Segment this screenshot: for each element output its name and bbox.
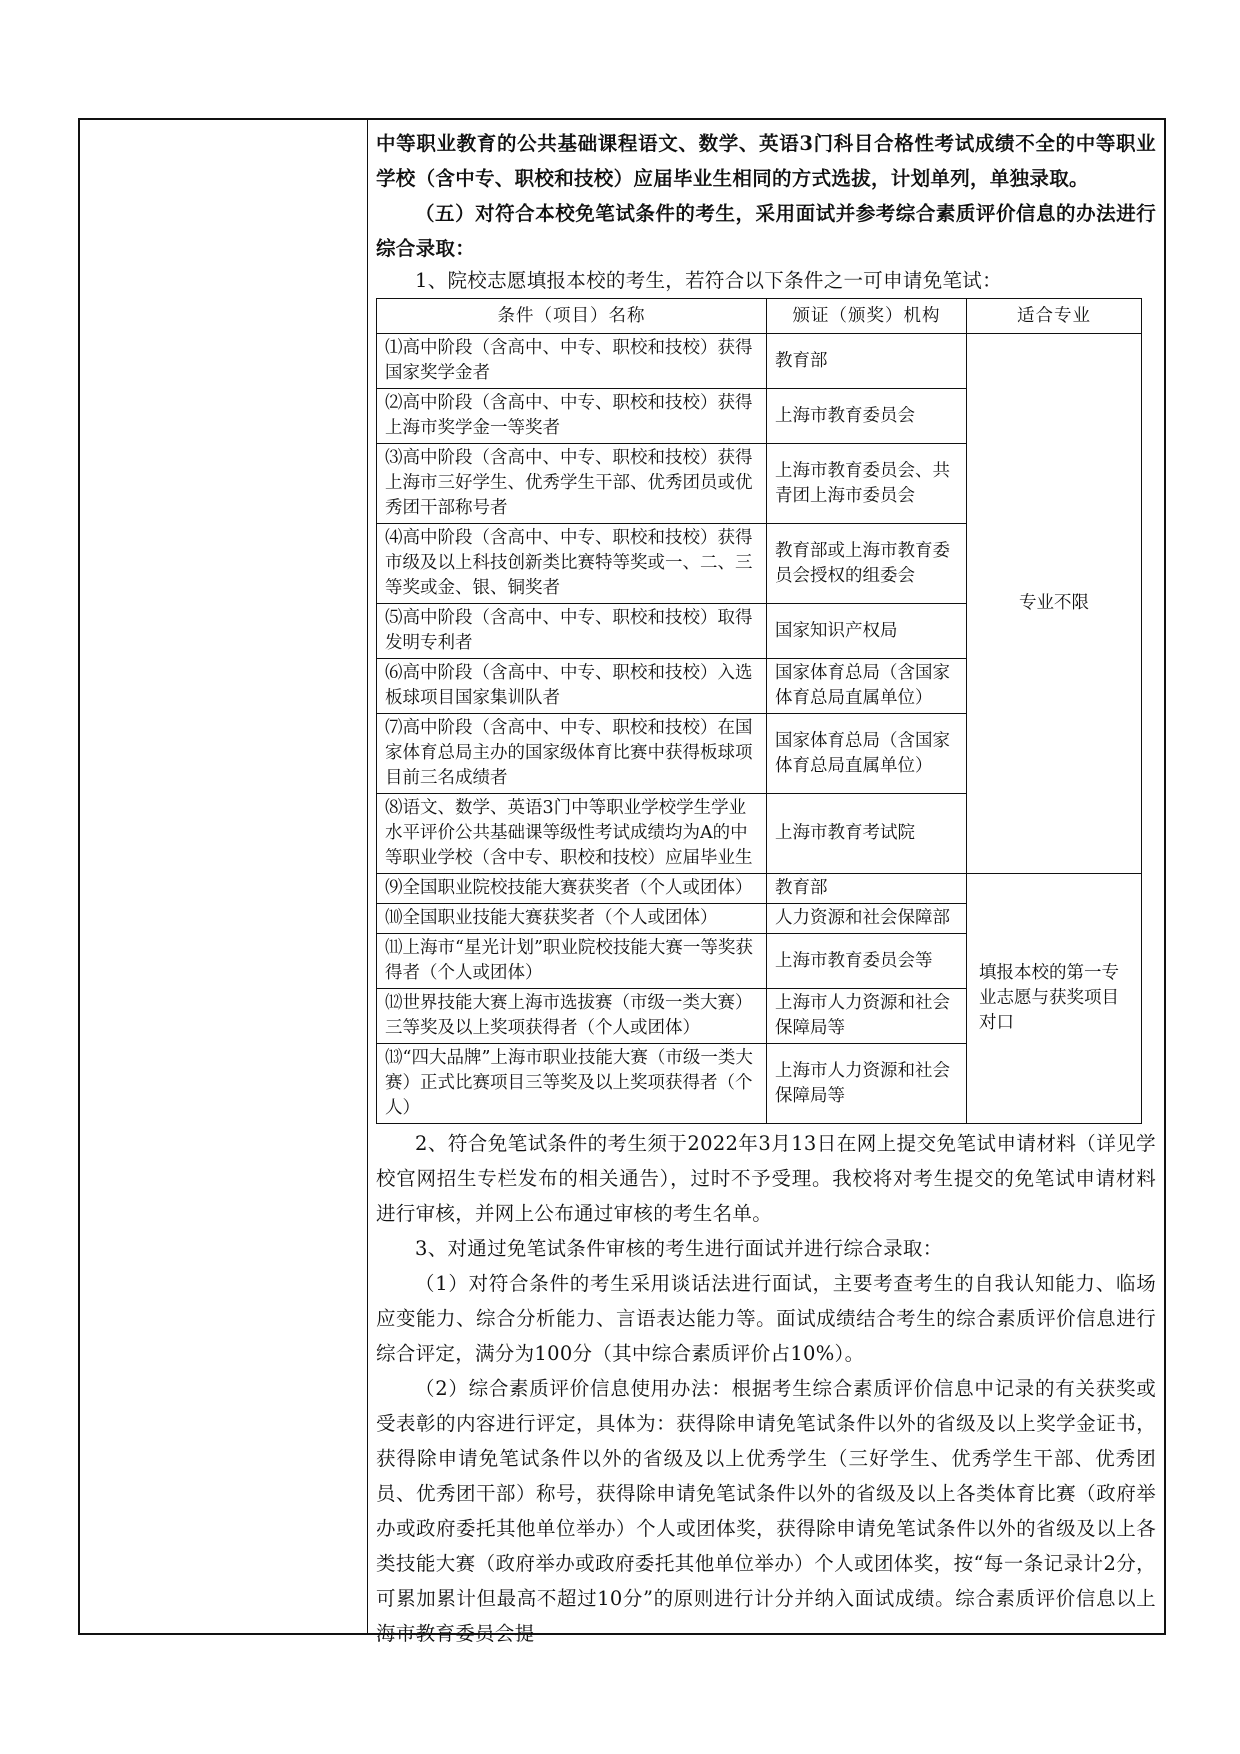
item2-paragraph: 2、符合免笔试条件的考生须于2022年3月13日在网上提交免笔试申请材料（详见学校官网招生专栏发布的相关通告），过时不予受理。我校将对考生提交的免笔试申请材料进行审核，并网上公布通过审核的考生名单。 bbox=[376, 1132, 1156, 1225]
header-condition: 条件（项目）名称 bbox=[377, 299, 767, 334]
condition-cell: ⑼全国职业院校技能大赛获奖者（个人或团体） bbox=[377, 874, 767, 904]
condition-cell: ⑴高中阶段（含高中、中专、职校和技校）获得国家奖学金者 bbox=[377, 334, 767, 389]
issuer-cell: 国家知识产权局 bbox=[767, 604, 967, 659]
issuer-cell: 国家体育总局（含国家体育总局直属单位） bbox=[767, 714, 967, 794]
intro-paragraph: 中等职业教育的公共基础课程语文、数学、英语3门科目合格性考试成绩不全的中等职业学校（含中专、职校和技校）应届毕业生相同的方式选拔，计划单列，单独录取。 bbox=[376, 132, 1156, 190]
section5-heading: （五）对符合本校免笔试条件的考生，采用面试并参考综合素质评价信息的办法进行综合录取： bbox=[376, 202, 1156, 260]
item1-intro: 1、院校志愿填报本校的考生，若符合以下条件之一可申请免笔试： bbox=[415, 269, 1002, 292]
condition-cell: ⑻语文、数学、英语3门中等职业学校学生学业水平评价公共基础课等级性考试成绩均为A的中等职业学校（含中专、职校和技校）应届毕业生 bbox=[377, 794, 767, 874]
condition-cell: ⑸高中阶段（含高中、中专、职校和技校）取得发明专利者 bbox=[377, 604, 767, 659]
condition-cell: ⑺高中阶段（含高中、中专、职校和技校）在国家体育总局主办的国家级体育比赛中获得板球项目前三名成绩者 bbox=[377, 714, 767, 794]
content-cell bbox=[376, 126, 1156, 1651]
table-row bbox=[377, 874, 1142, 904]
item3-paragraph: 3、对通过免笔试条件审核的考生进行面试并进行综合录取： bbox=[415, 1237, 943, 1260]
issuer-cell: 教育部 bbox=[767, 874, 967, 904]
condition-cell: ⑾上海市“星光计划”职业院校技能大赛一等奖获得者（个人或团体） bbox=[377, 934, 767, 989]
issuer-cell: 上海市教育委员会、共青团上海市委员会 bbox=[767, 444, 967, 524]
left-label-column bbox=[80, 120, 368, 1633]
issuer-cell: 上海市教育委员会 bbox=[767, 389, 967, 444]
condition-cell: ⑷高中阶段（含高中、中专、职校和技校）获得市级及以上科技创新类比赛特等奖或一、二、三等奖或金、银、铜奖者 bbox=[377, 524, 767, 604]
issuer-cell: 教育部或上海市教育委员会授权的组委会 bbox=[767, 524, 967, 604]
item3-2-paragraph: （2）综合素质评价信息使用办法：根据考生综合素质评价信息中记录的有关获奖或受表彰的内容进行评定，具体为：获得除申请免笔试条件以外的省级及以上奖学金证书，获得除申请免笔试条件以外的省级及以上优秀学生（三好学生、优秀学生干部、优秀团员、优秀团干部）称号，获得除申请免笔试条件以外的省级及以上各类体育比赛（政府举办或政府委托其他单位举办）个人或团体奖，获得除申请免笔试条件以外的省级及以上各类技能大赛（政府举办或政府委托其他单位举办）个人或团体奖，按“每一条记录计2分，可累加累计但最高不超过10分”的原则进行计分并纳入面试成绩。综合素质评价信息以上海市教育委员会提 bbox=[376, 1377, 1156, 1645]
header-major: 适合专业 bbox=[967, 299, 1142, 334]
issuer-cell: 上海市人力资源和社会保障局等 bbox=[767, 989, 967, 1044]
issuer-cell: 人力资源和社会保障部 bbox=[767, 904, 967, 934]
issuer-cell: 上海市教育委员会等 bbox=[767, 934, 967, 989]
issuer-cell: 上海市人力资源和社会保障局等 bbox=[767, 1044, 967, 1124]
issuer-cell: 上海市教育考试院 bbox=[767, 794, 967, 874]
condition-cell: ⑶高中阶段（含高中、中专、职校和技校）获得上海市三好学生、优秀学生干部、优秀团员或优秀团干部称号者 bbox=[377, 444, 767, 524]
table-row bbox=[377, 334, 1142, 389]
major-cell-unrestricted: 专业不限 bbox=[967, 334, 1142, 874]
condition-cell: ⑵高中阶段（含高中、中专、职校和技校）获得上海市奖学金一等奖者 bbox=[377, 389, 767, 444]
major-cell-matched: 填报本校的第一专业志愿与获奖项目对口 bbox=[967, 874, 1142, 1124]
table-header-row bbox=[377, 299, 1142, 334]
item3-1-paragraph: （1）对符合条件的考生采用谈话法进行面试，主要考查考生的自我认知能力、临场应变能力、综合分析能力、言语表达能力等。面试成绩结合考生的综合素质评价信息进行综合评定，满分为100分（其中综合素质评价占10%）。 bbox=[376, 1272, 1156, 1365]
page-frame-table bbox=[78, 118, 1166, 1645]
issuer-cell: 国家体育总局（含国家体育总局直属单位） bbox=[767, 659, 967, 714]
exemption-conditions-table bbox=[376, 298, 1142, 1124]
header-issuer: 颁证（颁奖）机构 bbox=[767, 299, 967, 334]
condition-cell: ⑿世界技能大赛上海市选拔赛（市级一类大赛）三等奖及以上奖项获得者（个人或团体） bbox=[377, 989, 767, 1044]
issuer-cell: 教育部 bbox=[767, 334, 967, 389]
condition-cell: ⑹高中阶段（含高中、中专、职校和技校）入选板球项目国家集训队者 bbox=[377, 659, 767, 714]
condition-cell: ⑽全国职业技能大赛获奖者（个人或团体） bbox=[377, 904, 767, 934]
condition-cell: ⒀“四大品牌”上海市职业技能大赛（市级一类大赛）正式比赛项目三等奖及以上奖项获得者（个人） bbox=[377, 1044, 767, 1124]
